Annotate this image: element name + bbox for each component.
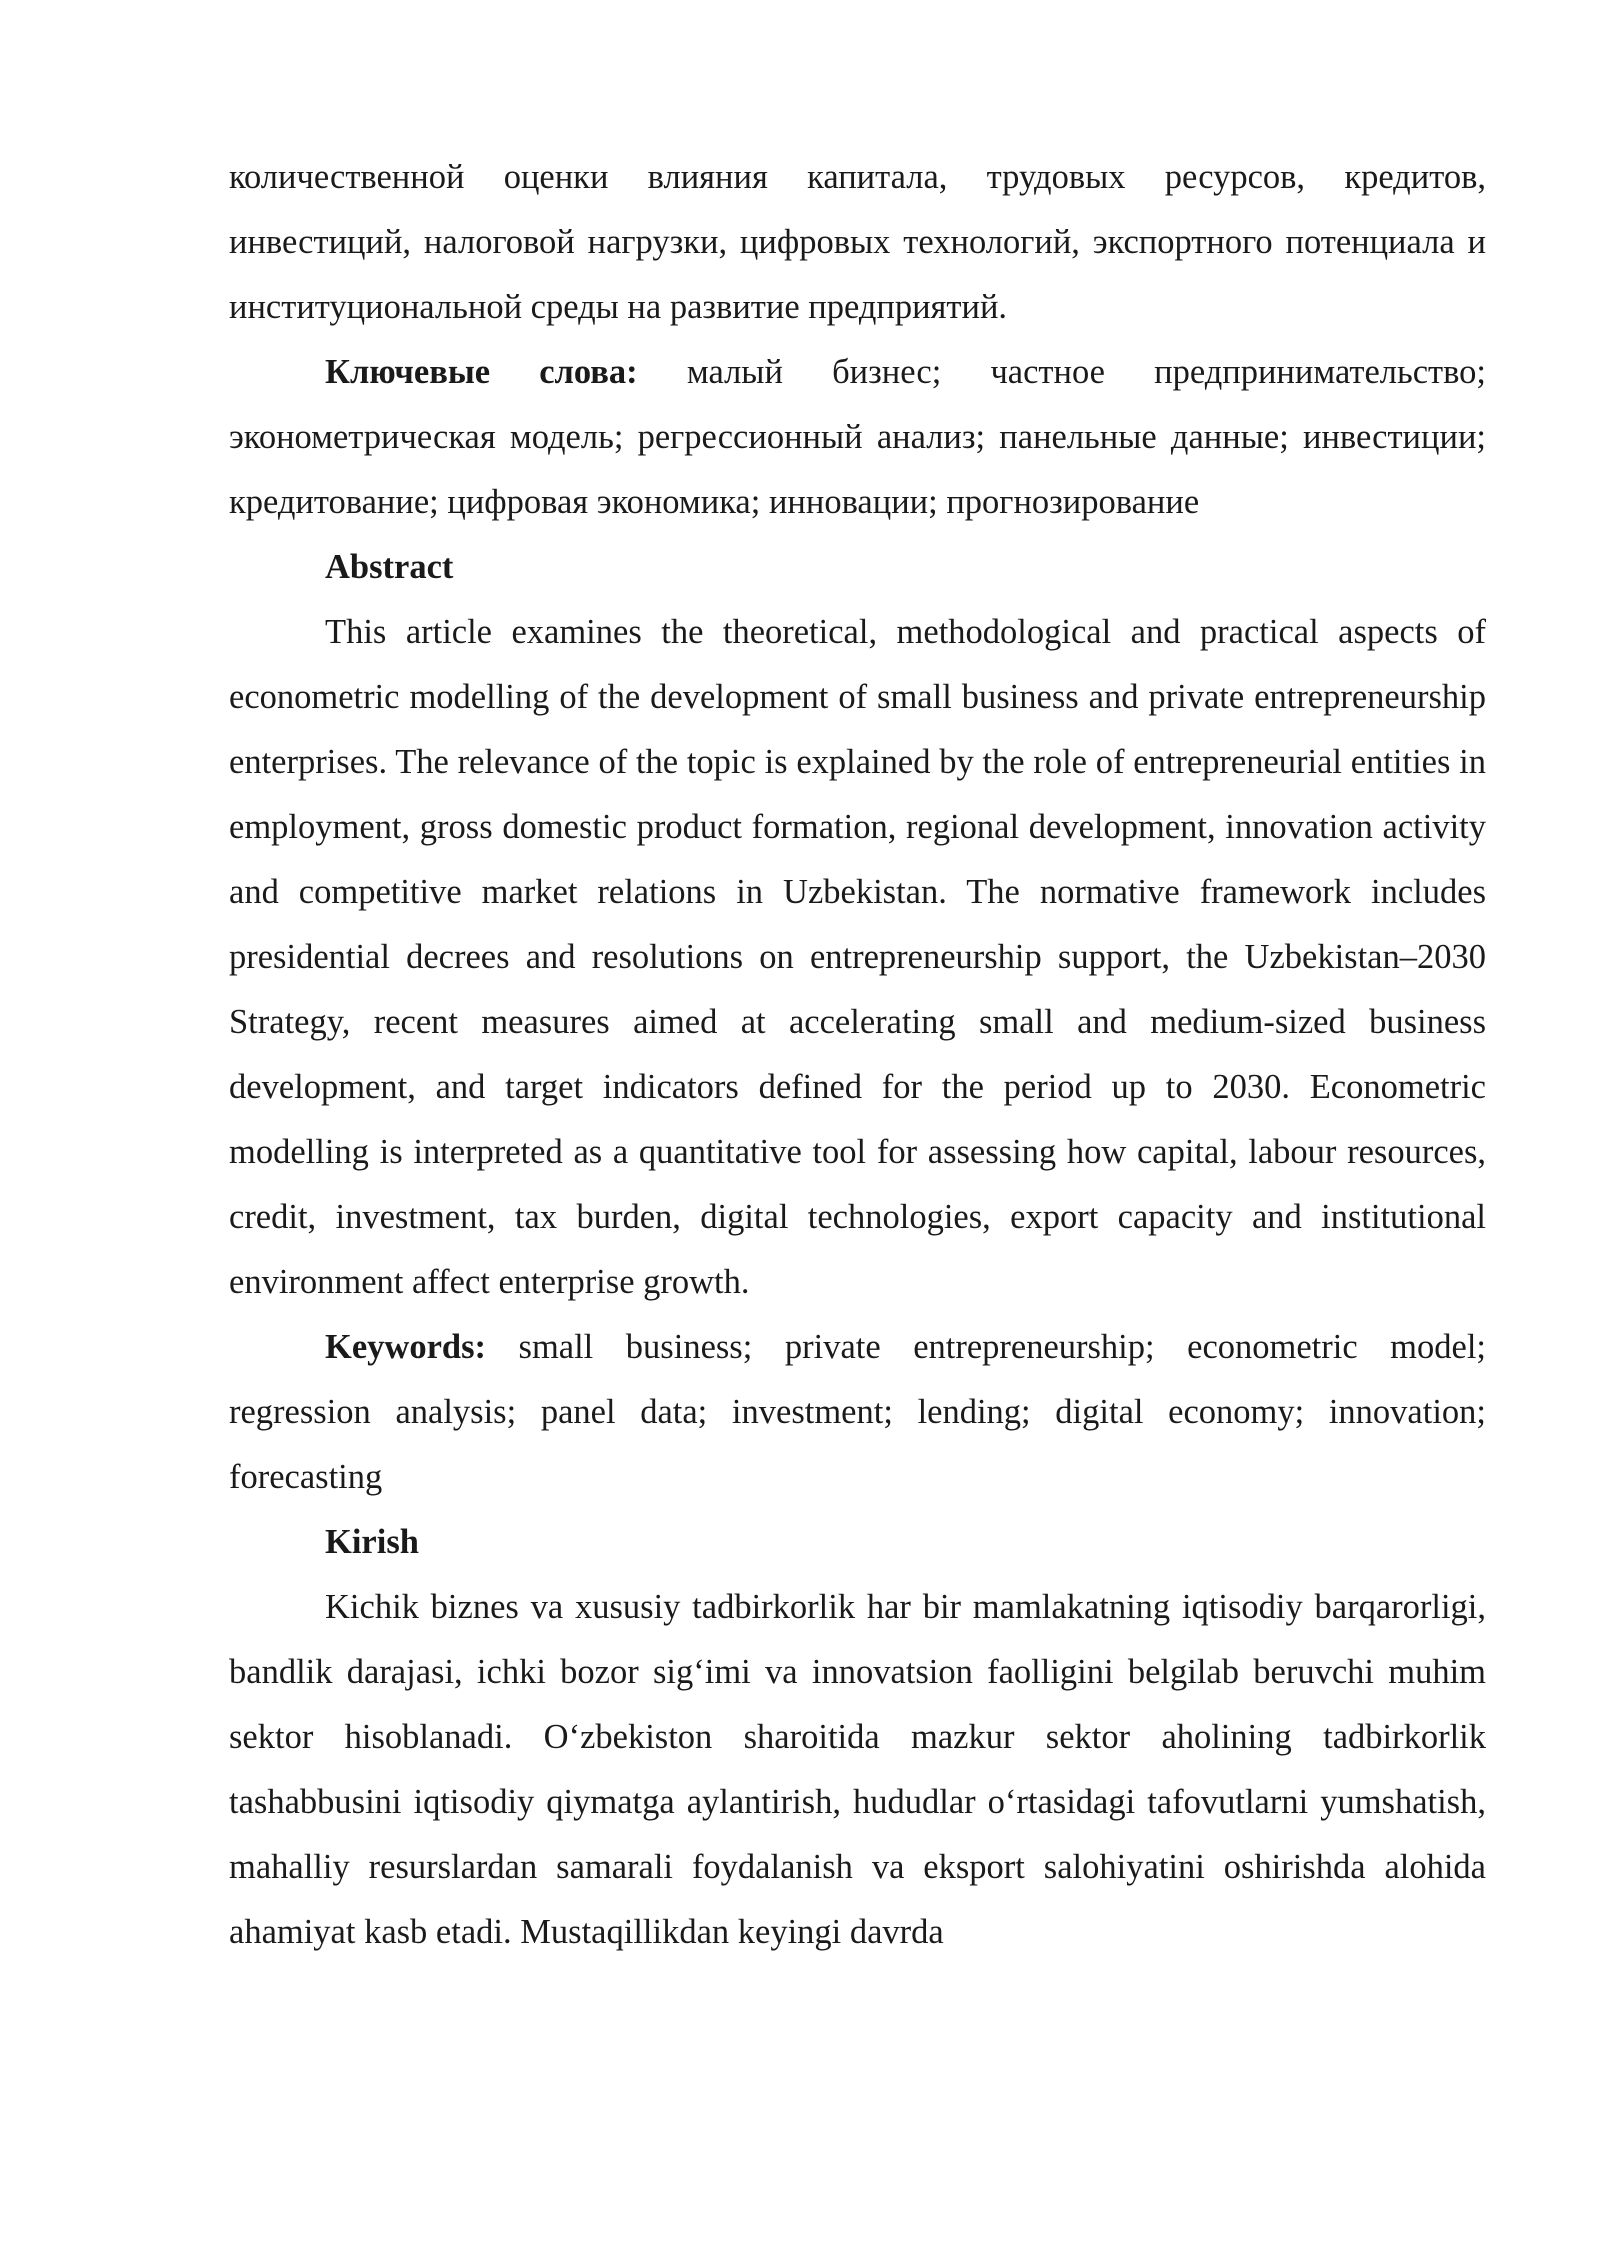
- ru-abstract-tail-paragraph: количественной оценки влияния капитала, трудовых ресурсов, кредитов, инвестиций, налоговой нагрузки, цифровых технологий, экспортного потенциала и институциональной среды на развитие предприятий.: [229, 158, 1486, 326]
- en-keywords-paragraph: [229, 1315, 1486, 1510]
- abstract-paragraph: This article examines the theoretical, methodological and practical aspects of econometric modelling of the development of small business and private entrepreneurship enterprises. The relevance of the topic is explained by the role of entrepreneurial entities in employment, gross domestic product formation, regional development, innovation activity and competitive market relations in Uzbekistan. The normative framework includes presidential decrees and resolutions on entrepreneurship support, the Uzbekistan–2030 Strategy, recent measures aimed at accelerating small and medium-sized business development, and target indicators defined for the period up to 2030. Econometric modelling is interpreted as a quantitative tool for assessing how capital, labour resources, credit, investment, tax burden, digital technologies, export capacity and institutional environment affect enterprise growth.: [229, 613, 1486, 1301]
- intro-heading: Kirish: [325, 1523, 419, 1561]
- ru-keywords-list: малый бизнес; частное предпринимательство; эконометрическая модель; регрессионный анализ; панельные данные; инвестиции; кредитование; цифровая экономика; инновации; прогнозирование: [229, 353, 1486, 521]
- ru-keywords-paragraph: [229, 340, 1486, 535]
- en-keywords-label: Keywords:: [325, 1328, 486, 1366]
- intro-paragraph: Kichik biznes va xususiy tadbirkorlik har bir mamlakatning iqtisodiy barqarorligi, bandlik darajasi, ichki bozor sig‘imi va innovatsion faolligini belgilab beruvchi muhim sektor hisoblanadi. O‘zbekiston sharoitida mazkur sektor aholining tadbirkorlik tashabbusini iqtisodiy qiymatga aylantirish, hududlar o‘rtasidagi tafovutlarni yumshatish, mahalliy resurslardan samarali foydalanish va eksport salohiyatini oshirishda alohida ahamiyat kasb etadi. Mustaqillikdan keyingi davrda: [229, 1588, 1486, 1951]
- en-keywords-list: small business; private entrepreneurship; econometric model; regression analysis; panel data; investment; lending; digital economy; innovation; forecasting: [229, 1328, 1486, 1496]
- ru-keywords-label: Ключевые слова:: [325, 353, 638, 391]
- page-body: [229, 145, 1486, 1965]
- abstract-heading: Abstract: [325, 548, 454, 586]
